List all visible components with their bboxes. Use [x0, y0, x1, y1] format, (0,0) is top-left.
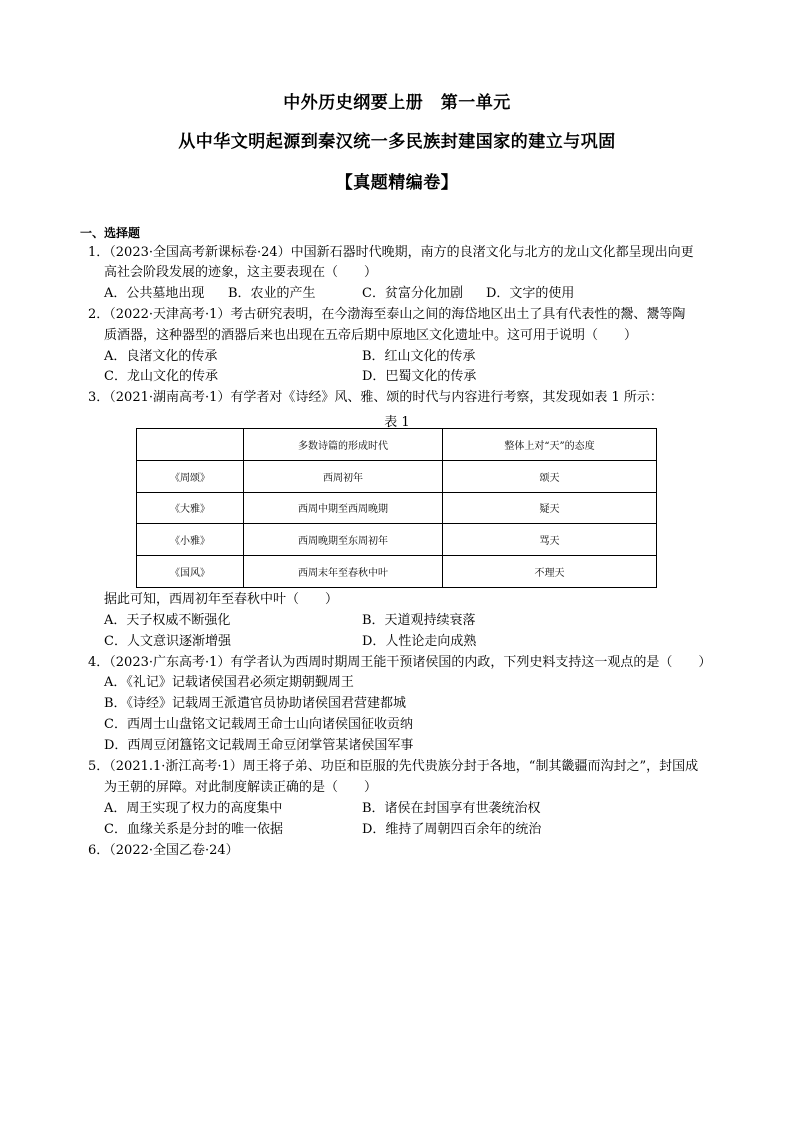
table-cell: 《小雅》 [137, 524, 244, 556]
q3-option-b: B．天道观持续衰落 [362, 613, 476, 628]
table-header-row [137, 429, 657, 461]
q5-option-d: D．维持了周朝四百余年的统治 [362, 822, 542, 837]
table-cell: 疑天 [443, 492, 657, 524]
table-header-cell: 整体上对“天”的态度 [443, 429, 657, 461]
table-cell: 《周颂》 [137, 460, 244, 492]
table-row [137, 524, 657, 556]
q3-option-c: C．人文意识逐渐增强 [104, 634, 231, 649]
q2-stem-line2: 质酒器，这种器型的酒器后来也出现在五帝后期中原地区文化遗址中。这可用于说明（ ） [104, 328, 638, 343]
section-heading: 一、选择题 [80, 226, 141, 240]
table-cell: 《国风》 [137, 556, 244, 588]
table-row [137, 460, 657, 492]
table-row [137, 556, 657, 588]
q2-stem-line1: 2．（2022·天津高考·1）考古研究表明，在今渤海至泰山之间的海岱地区出土了具有代表性的鬶、鬹等陶 [88, 307, 686, 322]
q6-stem-line1: 6．（2022·全国乙卷·24） [88, 843, 239, 858]
q2-option-b: B．红山文化的传承 [362, 349, 476, 364]
poetry-table [136, 428, 657, 588]
q1-option-d: D．文字的使用 [486, 286, 575, 301]
q2-option-c: C．龙山文化的传承 [104, 369, 218, 384]
table-cell: 不理天 [443, 556, 657, 588]
document-title-line3: 【真题精编卷】 [335, 173, 459, 193]
q1-option-a: A．公共墓地出现 [104, 286, 205, 301]
q3-stem-line2: 据此可知，西周初年至春秋中叶（ ） [104, 592, 339, 607]
q1-option-c: C．贫富分化加剧 [362, 286, 463, 301]
table-header-cell: 多数诗篇的形成时代 [244, 429, 443, 461]
q1-option-b: B．农业的产生 [228, 286, 316, 301]
table-cell: 西周末年至春秋中叶 [244, 556, 443, 588]
table-cell: 颂天 [443, 460, 657, 492]
table-caption: 表 1 [384, 415, 410, 430]
q3-option-d: D．人性论走向成熟 [362, 634, 477, 649]
q1-stem-line1: 1．（2023·全国高考新课标卷·24）中国新石器时代晚期，南方的良渚文化与北方的龙山文化都呈现出向更 [88, 245, 694, 260]
q5-option-b: B．诸侯在封国享有世袭统治权 [362, 801, 541, 816]
table-header-cell [137, 429, 244, 461]
document-title-line2: 从中华文明起源到秦汉统一多民族封建国家的建立与巩固 [178, 132, 616, 152]
q1-stem-line2: 高社会阶段发展的迹象，这主要表现在（ ） [104, 265, 378, 280]
q3-option-a: A．天子权威不断强化 [104, 613, 231, 628]
q4-stem-line1: 4．（2023·广东高考·1）有学者认为西周时期周王能干预诸侯国的内政，下列史料支持这一观点的是（ ） [88, 655, 712, 670]
q4-option-c: C．西周士山盘铭文记载周王命士山向诸侯国征收贡纳 [104, 717, 413, 732]
q2-option-d: D．巴蜀文化的传承 [362, 369, 477, 384]
q4-option-a: A．《礼记》记载诸侯国君必须定期朝觐周王 [104, 675, 354, 690]
q5-option-c: C．血缘关系是分封的唯一依据 [104, 822, 283, 837]
document-title-line1: 中外历史纲要上册 第一单元 [283, 93, 511, 113]
q2-option-a: A．良渚文化的传承 [104, 349, 218, 364]
table-cell: 西周晚期至东周初年 [244, 524, 443, 556]
q4-option-d: D．西周豆闭簋铭文记载周王命豆闭掌管某诸侯国军事 [104, 738, 414, 753]
table-cell: 西周初年 [244, 460, 443, 492]
q3-stem-line1: 3．（2021·湖南高考·1）有学者对《诗经》风、雅、颂的时代与内容进行考察，其发现如表 1 所示： [88, 390, 663, 405]
table-cell: 西周中期至西周晚期 [244, 492, 443, 524]
q5-stem-line2: 为王朝的屏障。对此制度解读正确的是（ ） [104, 780, 378, 795]
q4-option-b: B．《诗经》记载周王派遣官员协助诸侯国君营建都城 [104, 696, 407, 711]
table-cell: 骂天 [443, 524, 657, 556]
table-row [137, 492, 657, 524]
q5-option-a: A．周王实现了权力的高度集中 [104, 801, 283, 816]
table-cell: 《大雅》 [137, 492, 244, 524]
q5-stem-line1: 5．（2021.1·浙江高考·1）周王将子弟、功臣和臣服的先代贵族分封于各地，“制其畿疆而沟封之”，封国成 [88, 759, 699, 774]
